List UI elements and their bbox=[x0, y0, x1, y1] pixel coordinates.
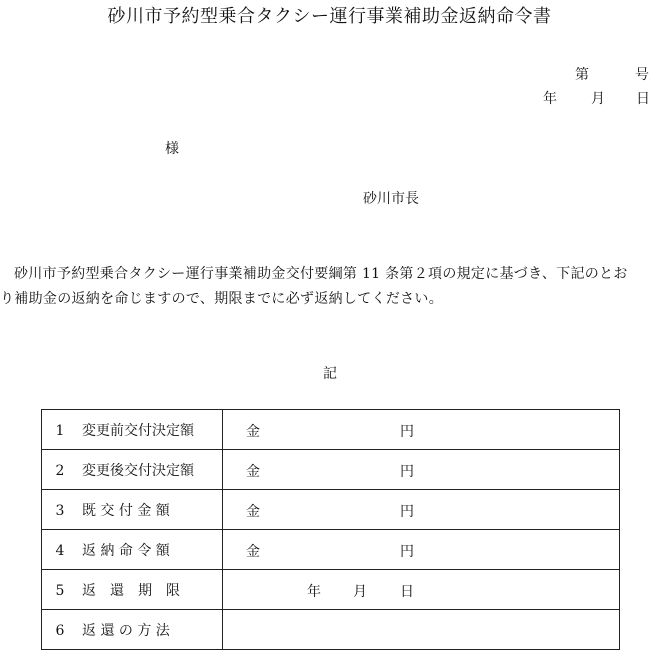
amount-prefix: 金 bbox=[246, 424, 260, 440]
amount-prefix: 金 bbox=[246, 544, 260, 560]
details-table bbox=[41, 409, 620, 650]
issue-date-day: 日 bbox=[636, 91, 650, 107]
row-label-cell bbox=[42, 410, 223, 450]
table-row bbox=[42, 450, 620, 490]
amount-prefix: 金 bbox=[246, 464, 260, 480]
table-row bbox=[42, 490, 620, 530]
deadline-day: 日 bbox=[400, 584, 414, 600]
table-row bbox=[42, 410, 620, 450]
row-label: 返 納 命 令 額 bbox=[82, 542, 170, 559]
body-text-line-1: 砂川市予約型乗合タクシー運行事業補助金交付要綱第 11 条第２項の規定に基づき、下記のとお bbox=[14, 266, 628, 282]
row-label: 返 還 期 限 bbox=[82, 582, 180, 599]
row-number: 3 bbox=[55, 502, 65, 519]
row-label-cell bbox=[42, 610, 223, 650]
amount-unit: 円 bbox=[400, 464, 414, 480]
addressee-honorific: 様 bbox=[165, 141, 179, 157]
row-value-cell bbox=[223, 490, 620, 530]
body-text-line-2: り補助金の返納を命じますので、期限までに必ず返納してください。 bbox=[0, 291, 444, 307]
row-label: 返 還 の 方 法 bbox=[82, 622, 170, 639]
row-value-cell bbox=[223, 530, 620, 570]
issuer-name: 砂川市長 bbox=[363, 191, 419, 207]
row-value-cell bbox=[223, 410, 620, 450]
row-number: 2 bbox=[55, 462, 65, 479]
row-number: 4 bbox=[55, 542, 65, 559]
table-row bbox=[42, 570, 620, 610]
document-number-suffix: 号 bbox=[635, 67, 649, 83]
table-row bbox=[42, 610, 620, 650]
amount-unit: 円 bbox=[400, 504, 414, 520]
amount-unit: 円 bbox=[400, 544, 414, 560]
row-label-cell bbox=[42, 570, 223, 610]
row-number: 1 bbox=[55, 422, 65, 439]
document-title: 砂川市予約型乗合タクシー運行事業補助金返納命令書 bbox=[107, 6, 552, 27]
row-label: 変更前交付決定額 bbox=[82, 422, 194, 439]
issue-date-month: 月 bbox=[591, 91, 605, 107]
row-label: 既 交 付 金 額 bbox=[82, 502, 170, 519]
row-label: 変更後交付決定額 bbox=[82, 462, 194, 479]
deadline-month: 月 bbox=[353, 584, 367, 600]
ki-heading: 記 bbox=[323, 366, 337, 382]
row-number: 6 bbox=[55, 622, 65, 639]
row-label-cell bbox=[42, 450, 223, 490]
row-label-cell bbox=[42, 530, 223, 570]
issue-date-year: 年 bbox=[543, 91, 557, 107]
table-row bbox=[42, 530, 620, 570]
row-label-cell bbox=[42, 490, 223, 530]
row-number: 5 bbox=[55, 582, 65, 599]
amount-prefix: 金 bbox=[246, 504, 260, 520]
deadline-year: 年 bbox=[307, 584, 321, 600]
row-value-cell bbox=[223, 450, 620, 490]
document-number-prefix: 第 bbox=[575, 67, 589, 83]
row-value-cell bbox=[223, 610, 620, 650]
amount-unit: 円 bbox=[400, 424, 414, 440]
row-value-cell bbox=[223, 570, 620, 610]
